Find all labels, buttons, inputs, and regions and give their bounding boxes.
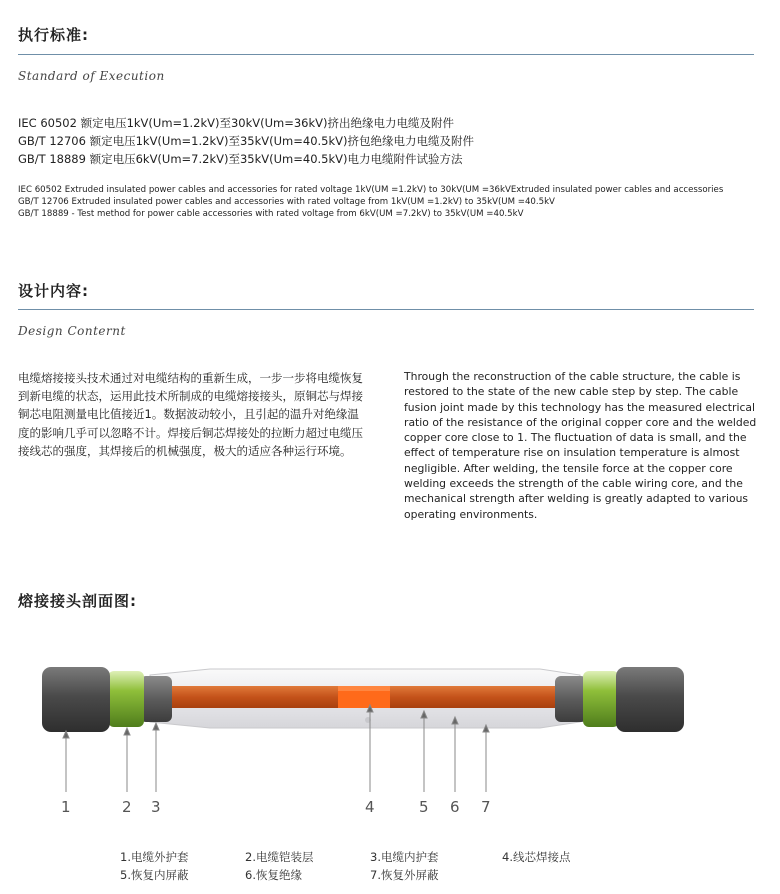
- standards-subtitle: Standard of Execution: [18, 69, 165, 83]
- armor-left: [108, 671, 144, 727]
- standards-cn-list: [18, 114, 474, 168]
- legend-item: 1.电缆外护套: [120, 850, 189, 864]
- standard-en-line: IEC 60502 Extruded insulated power cables and accessories for rated voltage 1kV(UM =1.2kV) to 30kV(UM =36kVExtruded insulated power cables and accessories: [18, 185, 724, 195]
- callout-number: 6: [450, 798, 460, 816]
- legend-item: 3.电缆内护套: [370, 850, 439, 864]
- callout-number: 2: [122, 798, 132, 816]
- legend-item: 2.电缆铠装层: [245, 850, 314, 864]
- standard-cn-line: IEC 60502 额定电压1kV(Um=1.2kV)至30kV(Um=36kV)挤出绝缘电力电缆及附件: [18, 116, 455, 130]
- callout-number: 4: [365, 798, 375, 816]
- standard-en-line: GB/T 12706 Extruded insulated power cables and accessories with rated voltage from 1kV(UM =1.2kV) to 35kV(UM =40.5kV: [18, 197, 555, 207]
- legend-item: 7.恢复外屏蔽: [370, 868, 439, 882]
- armor-right: [583, 671, 619, 727]
- design-subtitle: Design Conternt: [18, 324, 126, 338]
- callout-number: 1: [61, 798, 71, 816]
- standards-en-list: [18, 184, 723, 220]
- standard-en-line: GB/T 18889 - Test method for power cable accessories with rated voltage from 6kV(UM =7.2kV) to 35kV(UM =40.5kV: [18, 209, 524, 219]
- outer-sheath-right: [616, 667, 684, 732]
- outer-sheath-left: [42, 667, 110, 732]
- design-rule: [18, 309, 754, 310]
- inner-sheath-right: [555, 676, 587, 722]
- section-heading: 熔接接头剖面图:: [18, 592, 137, 610]
- callout-number: 3: [151, 798, 161, 816]
- inner-sheath-left: [140, 676, 172, 722]
- design-en-paragraph: Through the reconstruction of the cable structure, the cable is restored to the state of the new cable step by step. The cable fusion joint made by this technology has the measured electrical ratio of the resistance of the original copper core and the welded copper core close to 1. The fluctuation of data is small, and the effect of temperature rise on insulation temperature is almost negligible. After welding, the tensile force at the copper core welding exceeds the strength of the cable wiring core, and the mechanical strength after welding is greatly adapted to various operating environments.: [404, 370, 757, 521]
- legend-item: 5.恢复内屏蔽: [120, 868, 189, 882]
- callout-number: 7: [481, 798, 491, 816]
- callout-number: 5: [419, 798, 429, 816]
- standards-heading: 执行标准:: [18, 26, 89, 44]
- legend-item: 4.线芯焊接点: [502, 850, 571, 864]
- standard-cn-line: GB/T 12706 额定电压1kV(Um=1.2kV)至35kV(Um=40.5kV)挤包绝缘电力电缆及附件: [18, 134, 474, 148]
- design-heading: 设计内容:: [18, 282, 89, 300]
- legend-item: 6.恢复绝缘: [245, 868, 302, 882]
- design-cn-paragraph: 电缆熔接接头技术通过对电缆结构的重新生成，一步一步将电缆恢复到新电缆的状态，运用此技术所制成的电缆熔接接头，原铜芯与焊接铜芯电阻测量电比值接近1。数据波动较小，且引起的温升对绝缘温度的影响几乎可以忽略不计。焊接后铜芯焊接处的拉断力超过电缆压接线芯的强度，其焊接后的机械强度，极大的适应各种运行环境。: [18, 371, 363, 458]
- standards-rule: [18, 54, 754, 55]
- joint-cross-section-diagram: [0, 640, 780, 840]
- standard-cn-line: GB/T 18889 额定电压6kV(Um=7.2kV)至35kV(Um=40.5kV)电力电缆附件试验方法: [18, 152, 463, 166]
